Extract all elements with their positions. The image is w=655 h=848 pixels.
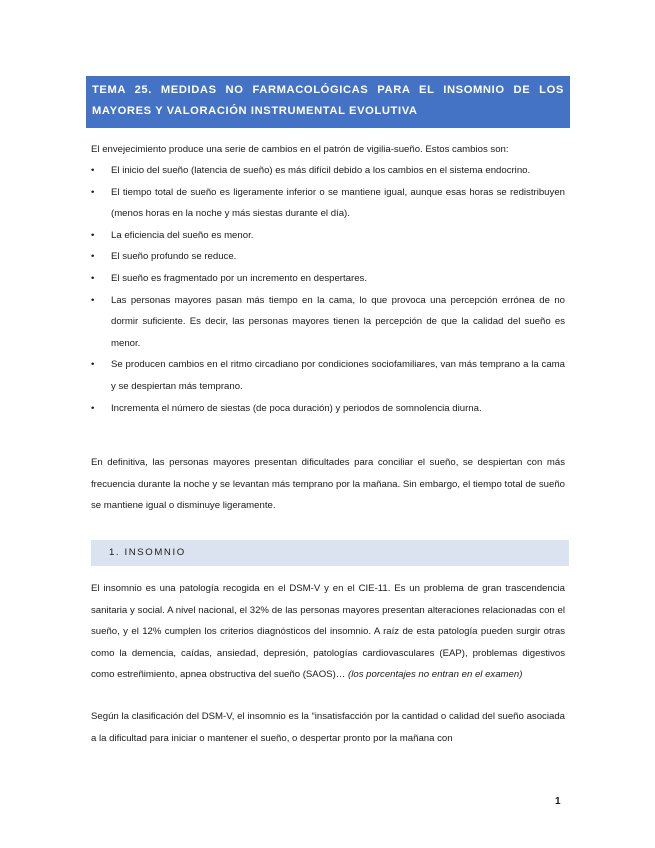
list-item	[91, 182, 565, 225]
list-item-text: El inicio del sueño (latencia de sueño) es más difícil debido a los cambios en el sistema endocrino.	[111, 165, 531, 176]
list-item-text: Se producen cambios en el ritmo circadiano por condiciones sociofamiliares, van más temprano a la cama y se despiertan más temprano.	[111, 359, 565, 392]
list-item-text: Incrementa el número de siestas (de poca duración) y periodos de somnolencia diurna.	[111, 402, 482, 414]
chapter-title-line-1: TEMA 25. MEDIDAS NO FARMACOLÓGICAS PARA EL INSOMNIO DE LOS	[92, 84, 564, 96]
bullet-icon: •	[91, 186, 95, 198]
list-item-text: El sueño es fragmentado por un incremento en despertares.	[111, 272, 367, 284]
bullet-icon: •	[91, 402, 95, 414]
list-item	[91, 354, 565, 397]
list-item	[91, 160, 565, 182]
chapter-title-banner	[86, 76, 570, 128]
bullet-icon: •	[91, 359, 95, 371]
list-item-text: La eficiencia del sueño es menor.	[111, 229, 254, 241]
chapter-title	[92, 80, 564, 122]
list-item-text: El sueño profundo se reduce.	[111, 251, 237, 263]
bullet-icon: •	[91, 294, 95, 306]
conclusion-paragraph: En definitiva, las personas mayores presentan dificultades para conciliar el sueño, se despiertan con más frecuencia durante la noche y se levantan más temprano por la mañana. Sin embargo, el tiempo total de sueño se mantiene igual o disminuye ligeramente.	[91, 457, 565, 512]
list-item	[91, 225, 565, 247]
bullet-icon: •	[91, 272, 95, 284]
chapter-title-line-2: MAYORES Y VALORACIÓN INSTRUMENTAL EVOLUTIVA	[92, 105, 418, 117]
list-item	[91, 268, 565, 290]
insomnio-paragraph	[91, 578, 565, 686]
sleep-changes-list	[91, 160, 565, 419]
list-item-text: El tiempo total de sueño es ligeramente inferior o se mantiene igual, aunque esas horas se redistribuyen (menos horas en la noche y más siestas durante el día).	[111, 186, 565, 220]
list-item	[91, 290, 565, 355]
bullet-icon: •	[91, 251, 95, 263]
list-item	[91, 246, 565, 268]
list-item-text: Las personas mayores pasan más tiempo en la cama, lo que provoca una percepción errónea de no dormir suficiente. Es decir, las personas mayores tienen la percepción de que la calidad del sueño es menor.	[111, 294, 565, 349]
insomnio-text: El insomnio es una patología recogida en el DSM-V y en el CIE-11. Es un problema de gran trascendencia sanitaria y social. A nivel nacional, el 32% de las personas mayores presentan alteraciones relacionadas con el sueño, y el 12% cumplen los criterios diagnósticos del insomnio. A raíz de esta patología pueden surgir otras como la demencia, caídas, ansiedad, depresión, patologías cardiovasculares (EAP), problemas digestivos como estreñimiento, apnea obstructiva del sueño (SAOS)…	[91, 583, 565, 681]
intro-paragraph: El envejecimiento produce una serie de cambios en el patrón de vigilia-sueño. Estos cambios son:	[91, 144, 509, 155]
list-item	[91, 398, 565, 420]
bullet-icon: •	[91, 165, 95, 176]
exam-note: (los porcentajes no entran en el examen)	[348, 669, 523, 681]
dsm-paragraph: Según la clasificación del DSM-V, el insomnio es la “insatisfacción por la cantidad o calidad del sueño asociada a la dificultad para iniciar o mantener el sueño, o despertar pronto por la mañana con	[91, 711, 565, 744]
page-number: 1	[555, 796, 561, 807]
bullet-icon: •	[91, 229, 95, 241]
section-heading: 1. INSOMNIO	[91, 540, 569, 566]
